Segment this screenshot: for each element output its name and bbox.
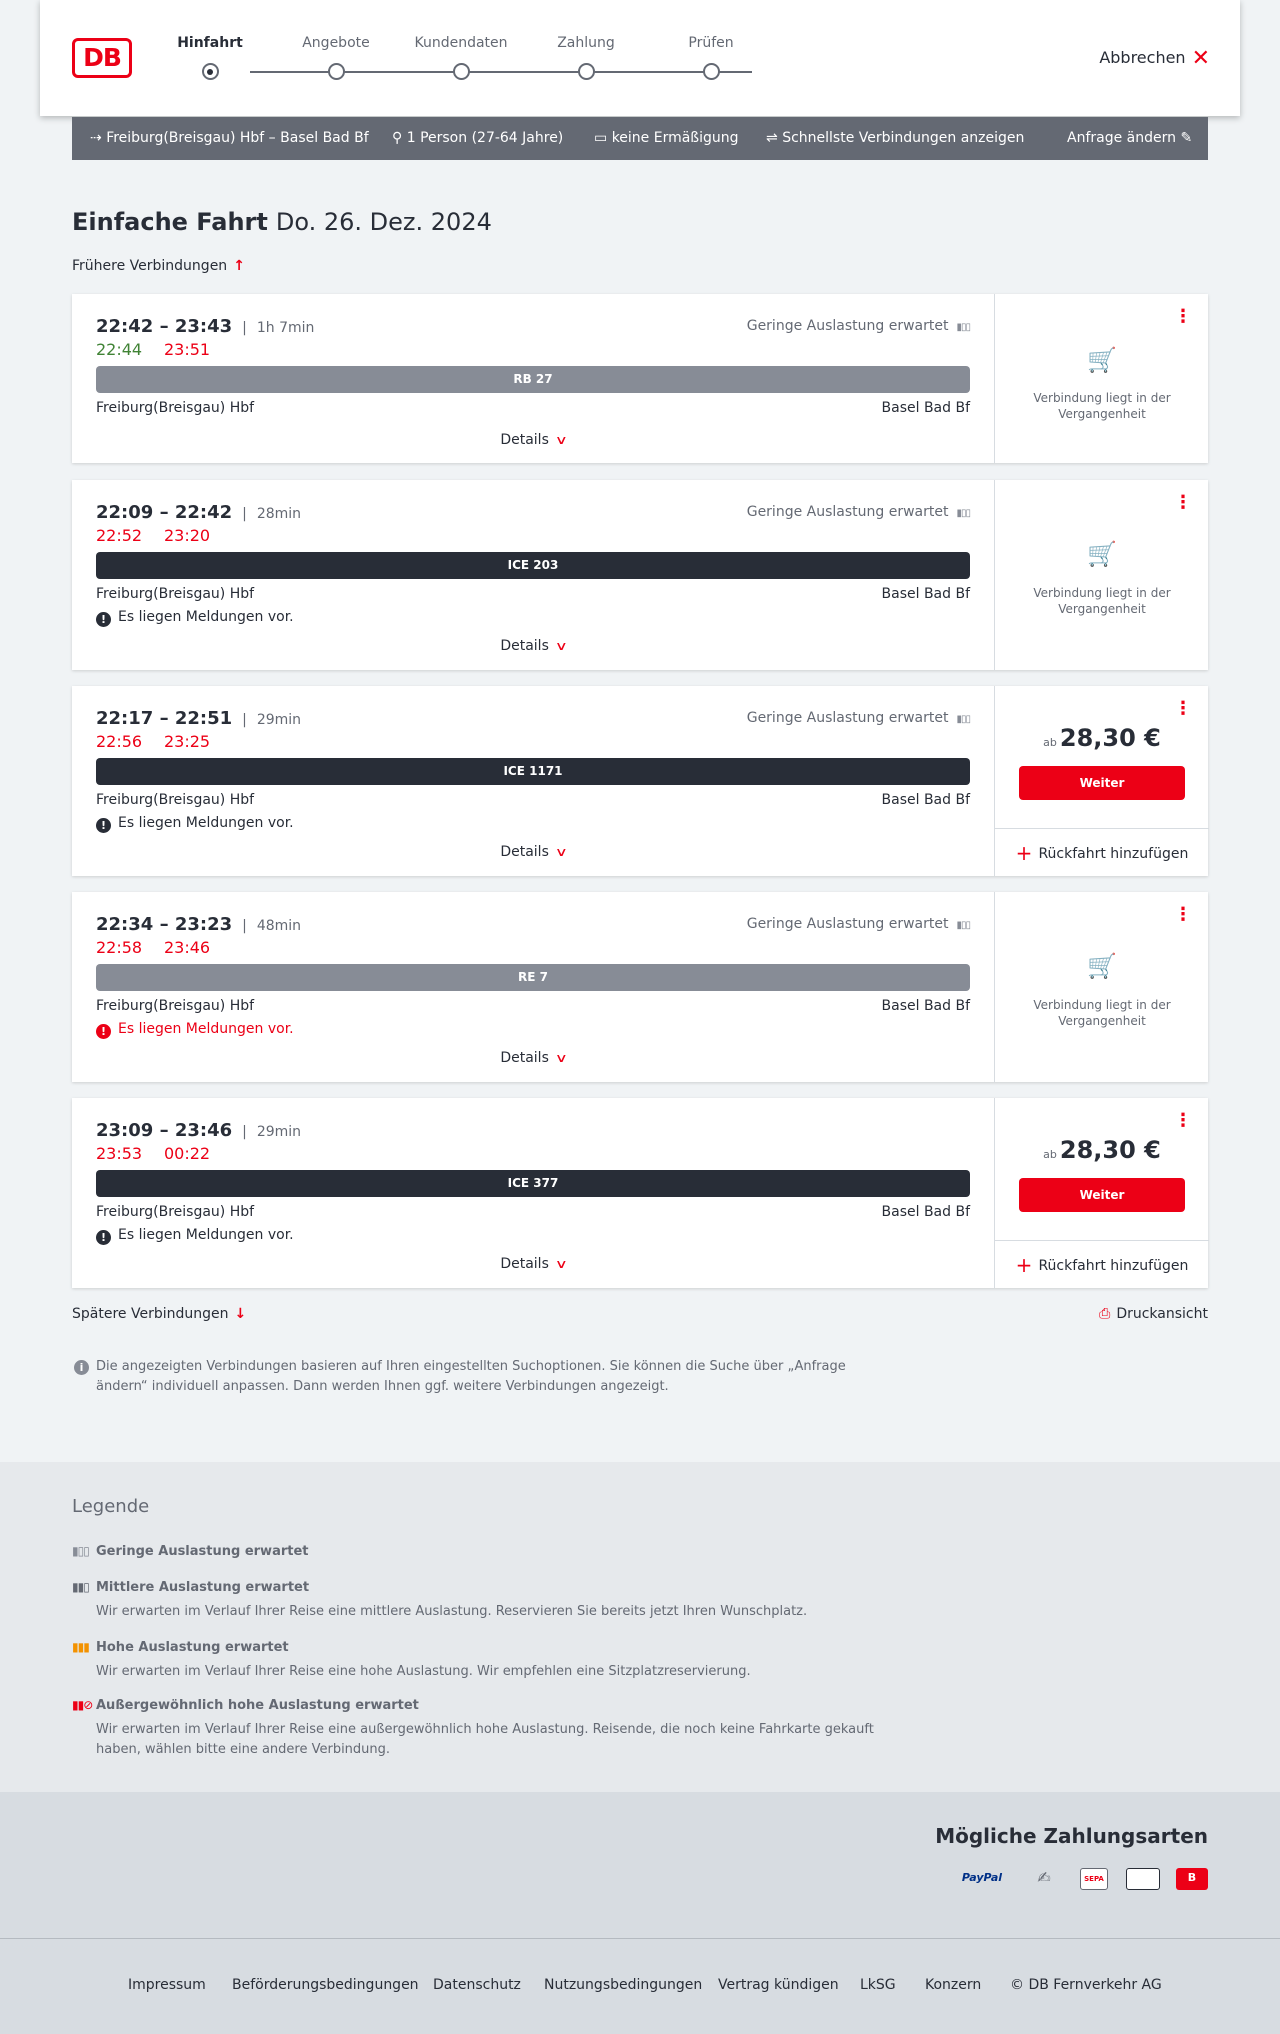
continue-button[interactable]: Weiter — [1019, 766, 1185, 800]
chevron-down-icon: ∨ — [554, 1257, 568, 1271]
details-toggle[interactable] — [72, 1256, 994, 1272]
cart-unavailable-icon: 🛒 — [1087, 952, 1117, 980]
past-connection-notice: Verbindung liegt in der Vergangenheit — [1033, 391, 1171, 421]
destination-station: Basel Bad Bf — [881, 998, 970, 1014]
occupancy-exceptional-icon: ▮▮⊘ — [72, 1698, 93, 1712]
price — [995, 724, 1209, 752]
sepa-icon: SEPA — [1080, 1868, 1108, 1890]
details-label: Details — [500, 1050, 549, 1066]
exclamation-icon: ! — [96, 818, 111, 833]
person-icon: ⚲ — [392, 130, 407, 146]
origin-station: Freiburg(Breisgau) Hbf — [96, 586, 255, 602]
details-label: Details — [500, 844, 549, 860]
occupancy-low-icon: ▮▯▯ — [956, 508, 970, 519]
close-icon: ✕ — [1191, 46, 1210, 71]
header — [40, 0, 1240, 116]
payment-title: Mögliche Zahlungsarten — [935, 1824, 1208, 1848]
time-range: 22:09 – 22:42 — [96, 502, 233, 523]
footer-link-befoerderung[interactable]: Beförderungsbedingungen — [232, 1977, 419, 1993]
add-return-button[interactable] — [995, 828, 1209, 876]
legend-title: Legende — [72, 1496, 150, 1517]
cancel-button[interactable] — [1099, 46, 1210, 71]
cart-unavailable-icon: 🛒 — [1087, 540, 1117, 568]
progress-line — [250, 71, 752, 73]
destination-station: Basel Bad Bf — [881, 792, 970, 808]
passenger-text: 1 Person (27-64 Jahre) — [406, 130, 564, 146]
planned-times — [96, 502, 301, 523]
time-range: 22:17 – 22:51 — [96, 708, 233, 729]
plus-icon: + — [1015, 841, 1033, 865]
connection-info — [72, 686, 994, 876]
occupancy-high-icon: ▮▮▮ — [72, 1640, 89, 1654]
realtime-arrival: 23:46 — [164, 938, 211, 957]
credit-card-icon: ✍ — [1037, 1868, 1051, 1887]
add-return-label: Rückfahrt hinzufügen — [1038, 846, 1189, 862]
discount-text: keine Ermäßigung — [611, 130, 739, 146]
discount-summary — [594, 130, 739, 146]
step-hinfahrt: Hinfahrt — [177, 35, 243, 51]
cart-unavailable-icon: 🛒 — [1087, 346, 1117, 374]
train-bar: ICE 1171 — [96, 758, 970, 785]
footer-link-datenschutz[interactable]: Datenschutz — [433, 1977, 521, 1993]
message-notice — [96, 1227, 294, 1245]
legend-medium-title: Mittlere Auslastung erwartet — [96, 1580, 310, 1595]
step-dot-kundendaten — [453, 63, 470, 80]
footer — [0, 1938, 1280, 2034]
past-connection-notice: Verbindung liegt in der Vergangenheit — [1033, 586, 1171, 616]
message-notice — [96, 1021, 294, 1039]
edit-search-button[interactable] — [1067, 130, 1192, 146]
footer-link-impressum[interactable]: Impressum — [128, 1977, 206, 1993]
page-title — [72, 208, 492, 236]
connection-card[interactable] — [72, 892, 1208, 1082]
option-text: Schnellste Verbindungen anzeigen — [782, 130, 1025, 146]
step-zahlung: Zahlung — [557, 35, 615, 51]
occupancy-low-icon: ▮▯▯ — [956, 322, 970, 333]
print-label: Druckansicht — [1116, 1306, 1208, 1322]
continue-button[interactable]: Weiter — [1019, 1178, 1185, 1212]
occupancy-text: Geringe Auslastung erwartet — [746, 504, 949, 520]
connection-card[interactable] — [72, 480, 1208, 670]
paypal-icon: PayPal — [961, 1871, 1003, 1884]
occupancy-info — [747, 710, 970, 726]
realtime-departure: 23:53 — [96, 1144, 143, 1163]
realtime-times — [96, 340, 210, 359]
step-dot-hinfahrt — [202, 63, 219, 80]
offer-panel — [994, 686, 1208, 876]
message-text: Es liegen Meldungen vor. — [118, 1227, 294, 1243]
exclamation-icon: ! — [96, 1230, 111, 1245]
details-toggle[interactable] — [72, 638, 994, 654]
connection-card[interactable] — [72, 686, 1208, 876]
realtime-arrival: 23:51 — [164, 340, 211, 359]
route-summary — [90, 130, 369, 146]
more-options-icon[interactable]: ⋮ — [1174, 698, 1192, 719]
realtime-departure: 22:56 — [96, 732, 143, 751]
legend-low-title: Geringe Auslastung erwartet — [96, 1544, 309, 1559]
step-kundendaten: Kundendaten — [414, 35, 508, 51]
connection-card[interactable] — [72, 294, 1208, 463]
more-options-icon[interactable]: ⋮ — [1174, 904, 1192, 925]
time-range: 22:34 – 23:23 — [96, 914, 233, 935]
realtime-times — [96, 526, 210, 545]
footer-copyright: © DB Fernverkehr AG — [1010, 1977, 1162, 1993]
time-range: 23:09 – 23:46 — [96, 1120, 233, 1141]
offer-panel — [994, 1098, 1208, 1288]
time-range: 22:42 – 23:43 — [96, 316, 233, 337]
add-return-button[interactable] — [995, 1240, 1209, 1288]
step-pruefen: Prüfen — [688, 35, 734, 51]
details-label: Details — [500, 638, 549, 654]
legend-exceptional-desc: Wir erwarten im Verlauf Ihrer Reise eine außergewöhnlich hohe Auslastung. Reisende, die noch keine Fahrkarte gekauft haben, wählen bitte eine andere Verbindung. — [96, 1722, 874, 1757]
earlier-label: Frühere Verbindungen — [72, 258, 228, 274]
origin-station: Freiburg(Breisgau) Hbf — [96, 792, 255, 808]
option-summary — [766, 130, 1024, 146]
duration: | 29min — [242, 1124, 301, 1140]
occupancy-info — [747, 916, 970, 932]
connection-card[interactable] — [72, 1098, 1208, 1288]
price-value: 28,30 € — [1059, 724, 1161, 752]
details-label: Details — [500, 432, 549, 448]
trip-date: Do. 26. Dez. 2024 — [275, 208, 492, 236]
realtime-arrival: 23:20 — [164, 526, 211, 545]
past-connection-notice: Verbindung liegt in der Vergangenheit — [1033, 998, 1171, 1028]
plus-icon: + — [1015, 1253, 1033, 1277]
planned-times — [96, 316, 314, 337]
price — [995, 1136, 1209, 1164]
filter-icon: ⇌ — [766, 130, 783, 146]
price-prefix: ab — [1043, 736, 1057, 749]
more-options-icon[interactable]: ⋮ — [1174, 1110, 1192, 1131]
train-bar: ICE 203 — [96, 552, 970, 579]
legend-section — [0, 1462, 1280, 1792]
train-bar: ICE 377 — [96, 1170, 970, 1197]
arrow-down-icon: ↓ — [234, 1306, 247, 1322]
realtime-arrival: 23:25 — [164, 732, 211, 751]
later-connections-link[interactable] — [72, 1306, 246, 1322]
info-icon: i — [74, 1360, 89, 1375]
footer-link-konzern[interactable]: Konzern — [925, 1977, 982, 1993]
passenger-summary — [392, 130, 563, 146]
edit-search-label: Anfrage ändern — [1067, 130, 1176, 146]
offer-panel — [994, 294, 1208, 463]
offer-panel — [994, 892, 1208, 1082]
chevron-down-icon: ∨ — [554, 1051, 568, 1065]
duration: | 1h 7min — [242, 320, 314, 336]
apple-pay-icon — [1126, 1868, 1160, 1890]
message-text: Es liegen Meldungen vor. — [118, 815, 294, 831]
realtime-times — [96, 732, 210, 751]
trip-type: Einfache Fahrt — [72, 208, 268, 236]
footer-link-kuendigen[interactable]: Vertrag kündigen — [718, 1977, 839, 1993]
realtime-times — [96, 1144, 210, 1163]
planned-times — [96, 708, 301, 729]
arrow-right-icon: ⇢ — [90, 130, 107, 146]
message-text: Es liegen Meldungen vor. — [118, 609, 294, 625]
duration: | 48min — [242, 918, 301, 934]
destination-station: Basel Bad Bf — [881, 400, 970, 416]
message-notice — [96, 815, 294, 833]
print-view-link[interactable] — [1099, 1306, 1208, 1322]
price-value: 28,30 € — [1059, 1136, 1161, 1164]
card-icon: ▭ — [594, 130, 612, 146]
legend-high-desc: Wir erwarten im Verlauf Ihrer Reise eine hohe Auslastung. Wir empfehlen eine Sitzplatzreservierung. — [96, 1664, 751, 1679]
search-info-note — [72, 1357, 852, 1397]
step-dot-zahlung — [578, 63, 595, 80]
occupancy-low-icon: ▮▯▯ — [956, 714, 970, 725]
exclamation-icon: ! — [96, 612, 111, 627]
exclamation-icon: ! — [96, 1024, 111, 1039]
step-dot-pruefen — [703, 63, 720, 80]
realtime-departure: 22:52 — [96, 526, 143, 545]
planned-times — [96, 914, 301, 935]
db-logo[interactable]: DB — [72, 38, 132, 78]
connection-info — [72, 480, 994, 670]
connection-info — [72, 294, 994, 463]
legend-medium-desc: Wir erwarten im Verlauf Ihrer Reise eine mittlere Auslastung. Reservieren Sie bereits jetzt Ihren Wunschplatz. — [96, 1604, 808, 1619]
occupancy-text: Geringe Auslastung erwartet — [746, 318, 949, 334]
step-dot-angebote — [328, 63, 345, 80]
route-text: Freiburg(Breisgau) Hbf – Basel Bad Bf — [106, 130, 369, 146]
message-notice — [96, 609, 294, 627]
pencil-icon: ✎ — [1176, 130, 1193, 146]
footer-link-nutzung[interactable]: Nutzungsbedingungen — [544, 1977, 703, 1993]
occupancy-info — [747, 504, 970, 520]
more-options-icon[interactable]: ⋮ — [1174, 306, 1192, 327]
legend-high-title: Hohe Auslastung erwartet — [96, 1640, 289, 1655]
occupancy-info — [747, 318, 970, 334]
planned-times — [96, 1120, 301, 1141]
occupancy-text: Geringe Auslastung erwartet — [746, 710, 949, 726]
bahn-pay-icon: B — [1176, 1868, 1208, 1890]
train-bar: RE 7 — [96, 964, 970, 991]
add-return-label: Rückfahrt hinzufügen — [1038, 1258, 1189, 1274]
chevron-down-icon: ∨ — [554, 639, 568, 653]
footer-link-lksg[interactable]: LkSG — [860, 1977, 896, 1993]
message-text: Es liegen Meldungen vor. — [118, 1021, 294, 1037]
chevron-down-icon: ∨ — [554, 845, 568, 859]
realtime-departure: 22:44 — [96, 340, 143, 359]
printer-icon: ⎙ — [1099, 1306, 1111, 1322]
origin-station: Freiburg(Breisgau) Hbf — [96, 1204, 255, 1220]
details-label: Details — [500, 1256, 549, 1272]
destination-station: Basel Bad Bf — [881, 586, 970, 602]
chevron-down-icon: ∨ — [554, 433, 568, 447]
occupancy-medium-icon: ▮▮▯ — [72, 1580, 89, 1594]
occupancy-low-icon: ▮▯▯ — [956, 920, 970, 931]
occupancy-text: Geringe Auslastung erwartet — [746, 916, 949, 932]
later-label: Spätere Verbindungen — [72, 1306, 229, 1322]
realtime-departure: 22:58 — [96, 938, 143, 957]
legend-exceptional-title: Außergewöhnlich hohe Auslastung erwartet — [96, 1698, 419, 1713]
price-prefix: ab — [1043, 1148, 1057, 1161]
train-bar: RB 27 — [96, 366, 970, 393]
details-toggle[interactable] — [72, 1050, 994, 1066]
more-options-icon[interactable]: ⋮ — [1174, 492, 1192, 513]
info-text: Die angezeigten Verbindungen basieren auf Ihren eingestellten Suchoptionen. Sie können die Suche über „Anfrage ändern“ individuell anpassen. Dann werden Ihnen ggf. weitere Verbindungen angezeigt. — [96, 1359, 846, 1394]
details-toggle[interactable] — [72, 432, 994, 448]
arrow-up-icon: ↑ — [233, 258, 245, 274]
duration: | 29min — [242, 712, 301, 728]
details-toggle[interactable] — [72, 844, 994, 860]
duration: | 28min — [242, 506, 301, 522]
payment-section — [0, 1792, 1280, 1938]
realtime-arrival: 00:22 — [164, 1144, 211, 1163]
step-angebote: Angebote — [302, 35, 370, 51]
occupancy-low-icon: ▮▯▯ — [72, 1544, 89, 1558]
offer-panel — [994, 480, 1208, 670]
realtime-times — [96, 938, 210, 957]
earlier-connections-link[interactable] — [72, 258, 245, 274]
origin-station: Freiburg(Breisgau) Hbf — [96, 998, 255, 1014]
connection-info — [72, 1098, 994, 1288]
cancel-label: Abbrechen — [1099, 48, 1186, 67]
search-summary-bar — [72, 117, 1208, 160]
connection-info — [72, 892, 994, 1082]
origin-station: Freiburg(Breisgau) Hbf — [96, 400, 255, 416]
destination-station: Basel Bad Bf — [881, 1204, 970, 1220]
